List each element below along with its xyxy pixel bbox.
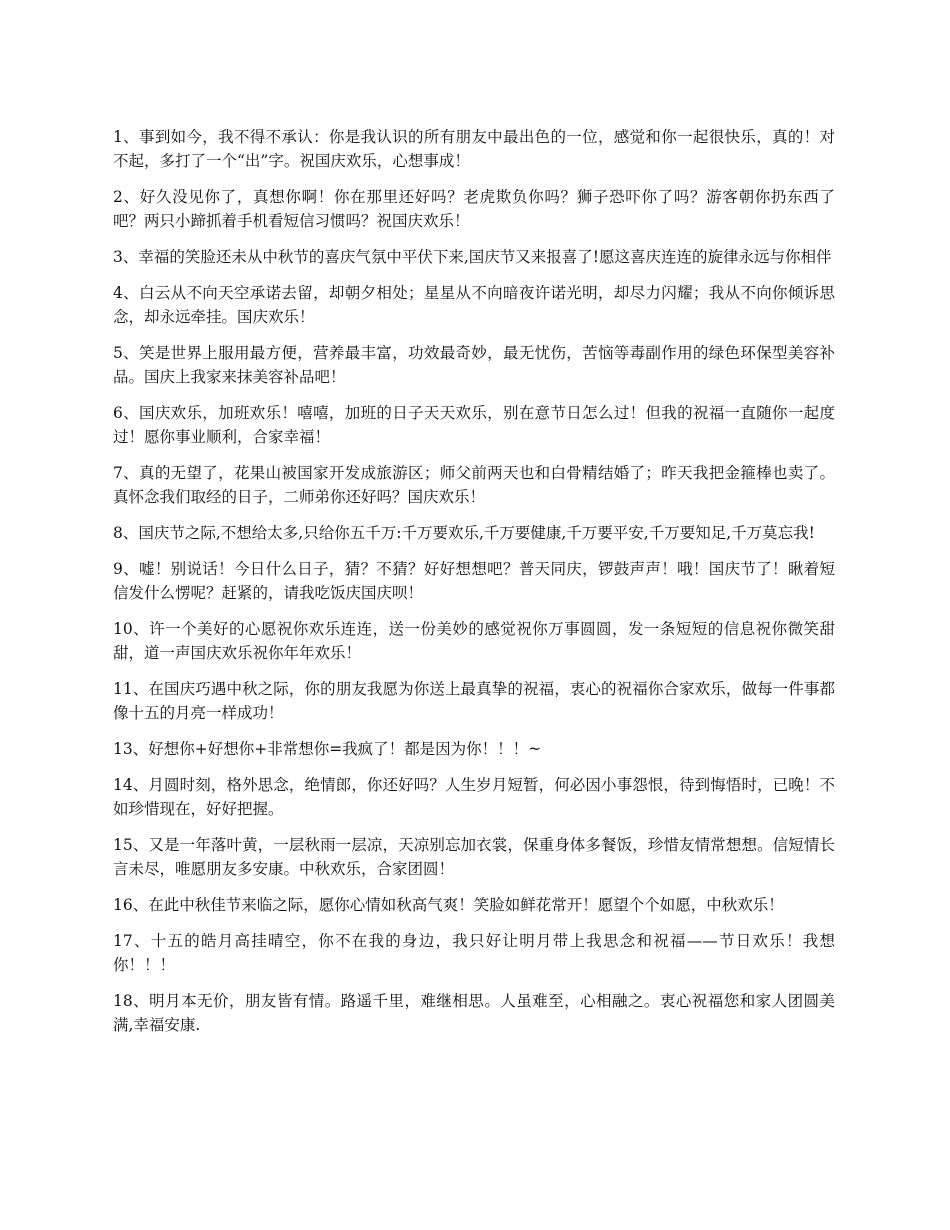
greeting-paragraph-18: 18、明月本无价，朋友皆有情。路遥千里，难继相思。人虽难至，心相融之。衷心祝福您和家人团圆美满,幸福安康. [113, 992, 835, 1034]
greeting-paragraph-15: 15、又是一年落叶黄，一层秋雨一层凉，天凉别忘加衣裳，保重身体多餐饭，珍惜友情常想想。信短情长言未尽，唯愿朋友多安康。中秋欢乐，合家团圆！ [113, 836, 835, 878]
greeting-paragraph-7: 7、真的无望了，花果山被国家开发成旅游区；师父前两天也和白骨精结婚了；昨天我把金箍棒也卖了。真怀念我们取经的日子，二师弟你还好吗？国庆欢乐！ [113, 464, 835, 506]
greeting-paragraph-9: 9、嘘！别说话！今日什么日子，猜？不猜？好好想想吧？普天同庆，锣鼓声声！哦！国庆节了！瞅着短信发什么愣呢？赶紧的，请我吃饭庆国庆呗！ [113, 560, 835, 602]
greeting-paragraph-1: 1、事到如今，我不得不承认：你是我认识的所有朋友中最出色的一位，感觉和你一起很快乐，真的！对不起，多打了一个“出”字。祝国庆欢乐，心想事成！ [113, 128, 835, 170]
greeting-paragraph-3: 3、幸福的笑脸还未从中秋节的喜庆气氛中平伏下来,国庆节又来报喜了!愿这喜庆连连的旋律永远与你相伴 [113, 248, 832, 266]
greeting-paragraph-10: 10、许一个美好的心愿祝你欢乐连连，送一份美妙的感觉祝你万事圆圆，发一条短短的信息祝你微笑甜甜，道一声国庆欢乐祝你年年欢乐！ [113, 620, 835, 662]
greeting-paragraph-11: 11、在国庆巧遇中秋之际，你的朋友我愿为你送上最真挚的祝福，衷心的祝福你合家欢乐，做每一件事都像十五的月亮一样成功！ [113, 680, 835, 722]
greeting-paragraph-13: 13、好想你+好想你+非常想你=我疯了！都是因为你！！！~ [113, 740, 542, 758]
greeting-paragraph-8: 8、国庆节之际,不想给太多,只给你五千万:千万要欢乐,千万要健康,千万要平安,千万要知足,千万莫忘我! [113, 524, 815, 542]
greeting-paragraph-6: 6、国庆欢乐，加班欢乐！嘻嘻，加班的日子天天欢乐，别在意节日怎么过！但我的祝福一直随你一起度过！愿你事业顺利，合家幸福！ [113, 404, 835, 446]
document-body [113, 125, 835, 1049]
greeting-paragraph-14: 14、月圆时刻，格外思念，绝情郎，你还好吗？人生岁月短暂，何必因小事怨恨，待到悔悟时，已晚！不如珍惜现在，好好把握。 [113, 776, 835, 818]
greeting-paragraph-17: 17、十五的皓月高挂晴空，你不在我的身边，我只好让明月带上我思念和祝福——节日欢乐！我想你！！！ [113, 932, 835, 974]
greeting-paragraph-2: 2、好久没见你了，真想你啊！你在那里还好吗？老虎欺负你吗？狮子恐吓你了吗？游客朝你扔东西了吧？两只小蹄抓着手机看短信习惯吗？祝国庆欢乐！ [113, 188, 835, 230]
greeting-paragraph-5: 5、笑是世界上服用最方便，营养最丰富，功效最奇妙，最无忧伤，苦恼等毒副作用的绿色环保型美容补品。国庆上我家来抹美容补品吧！ [113, 344, 835, 386]
greeting-paragraph-4: 4、白云从不向天空承诺去留，却朝夕相处；星星从不向暗夜许诺光明，却尽力闪耀；我从不向你倾诉思念，却永远牵挂。国庆欢乐！ [113, 284, 835, 326]
greeting-paragraph-16: 16、在此中秋佳节来临之际，愿你心情如秋高气爽！笑脸如鲜花常开！愿望个个如愿，中秋欢乐！ [113, 896, 784, 914]
